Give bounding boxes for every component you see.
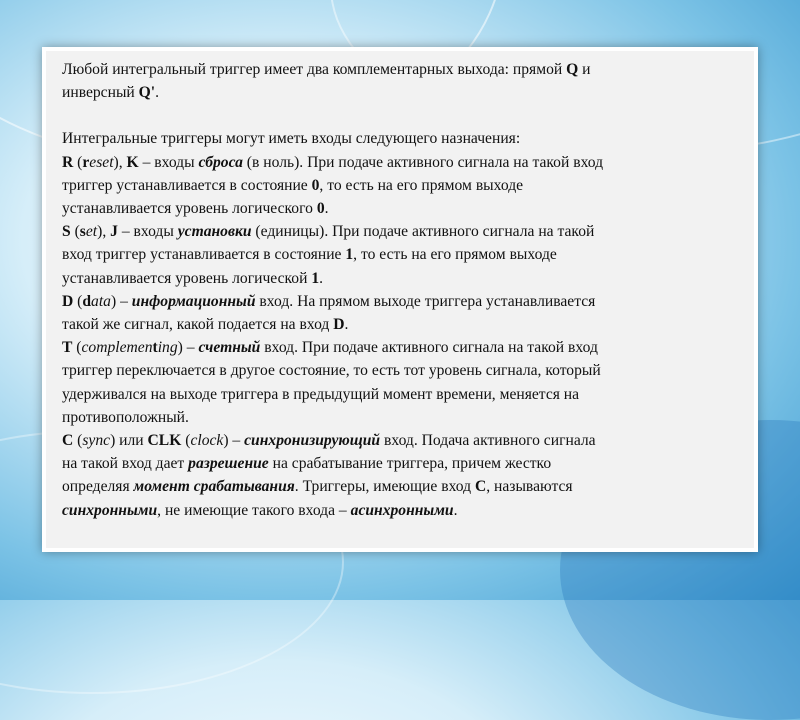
text-run: .: [155, 84, 160, 102]
text-run: ing: [157, 339, 178, 357]
text-run: (: [73, 153, 83, 171]
text-run: .: [319, 269, 324, 287]
text-run: D: [62, 292, 74, 310]
text-run: D: [333, 316, 345, 334]
text-run: .: [324, 200, 329, 218]
text-run: устанавливается уровень логического: [62, 200, 317, 218]
text-run: удерживался на выходе триггера в предыдущий момент времени, меняется на: [62, 385, 580, 403]
text-run: et: [85, 223, 98, 241]
text-run: ock: [201, 432, 224, 450]
text-run: eset: [89, 153, 114, 171]
text-run: ata: [91, 292, 111, 310]
text-run: complemen: [81, 339, 153, 357]
text-run: на такой вход дает: [62, 455, 189, 473]
text-run: Любой интегральный триггер имеет два комплементарных выхода: прямой: [62, 61, 567, 78]
text-run: устанавливается уровень логической: [62, 269, 312, 287]
text-run: s: [79, 223, 86, 241]
text-run: определяя: [62, 478, 134, 496]
text-run: инверсный: [62, 84, 139, 102]
text-run: .: [344, 316, 349, 334]
text-run: (: [181, 432, 191, 450]
text-run: установки: [177, 223, 252, 241]
text-run: С: [474, 478, 487, 496]
text-run: вход. Подача активного сигнала: [380, 432, 596, 450]
text-run: 1: [345, 246, 354, 264]
text-run: асинхронными: [350, 501, 454, 519]
text-run: Q': [138, 84, 156, 102]
text-run: (: [73, 292, 83, 310]
paragraph-gap: [62, 104, 756, 127]
text-run: ) –: [177, 339, 199, 357]
text-run: CLK: [147, 432, 182, 450]
text-run: 0: [311, 176, 320, 194]
text-run: , то есть на его прямом выходе: [353, 246, 557, 264]
text-run: (единицы). При подаче активного сигнала на такой: [251, 223, 595, 241]
text-run: синхронизирующий: [244, 432, 381, 450]
text-run: вход триггер устанавливается в состояние: [62, 246, 346, 264]
text-run: информационный: [131, 292, 256, 310]
text-run: такой же сигнал, какой подается на вход: [62, 316, 334, 334]
text-run: вход. На прямом выходе триггера устанавливается: [255, 292, 596, 310]
text-run: sync: [82, 432, 111, 450]
text-run: t: [152, 339, 158, 357]
text-run: 0: [316, 200, 325, 218]
text-run: на срабатывание триггера, причем жестко: [268, 455, 552, 473]
text-run: Интегральные триггеры могут иметь входы следующего назначения:: [62, 130, 521, 148]
text-run: K: [126, 153, 139, 171]
text-run: синхронными: [62, 501, 158, 519]
text-run: , не имеющие такого входа –: [157, 501, 351, 519]
paragraph-inputs: [62, 127, 756, 521]
slide-text: [62, 58, 756, 522]
text-run: d: [82, 292, 92, 310]
text-run: T: [62, 339, 73, 357]
text-run: ) –: [110, 292, 132, 310]
text-run: R: [62, 153, 74, 171]
text-run: противоположный.: [62, 408, 189, 426]
text-run: .: [453, 501, 458, 519]
text-run: счетный: [198, 339, 261, 357]
text-run: – входы: [117, 223, 178, 241]
text-run: S: [62, 223, 71, 241]
text-run: триггер переключается в другое состояние, то есть тот уровень сигнала, который: [62, 362, 601, 380]
paragraph-outputs: [62, 58, 756, 104]
text-run: – входы: [138, 153, 199, 171]
text-run: ) или: [110, 432, 148, 450]
text-run: вход. При подаче активного сигнала на такой вход: [260, 339, 598, 357]
text-run: , то есть на его прямом выходе: [319, 176, 524, 194]
text-run: r: [82, 153, 90, 171]
text-run: разрешение: [188, 455, 269, 473]
text-run: (: [73, 432, 83, 450]
text-run: C: [62, 432, 74, 450]
text-run: триггер устанавливается в состояние: [62, 176, 312, 194]
text-frame: [42, 47, 758, 552]
text-run: ),: [97, 223, 111, 241]
text-run: ) –: [223, 432, 245, 450]
text-run: Q: [566, 61, 579, 78]
text-run: момент срабатывания: [133, 478, 295, 496]
text-run: . Триггеры, имеющие вход: [294, 478, 475, 496]
text-run: (: [72, 339, 82, 357]
text-run: сброса: [198, 153, 243, 171]
text-run: , называются: [486, 478, 573, 496]
text-run: ),: [113, 153, 127, 171]
text-run: (: [70, 223, 80, 241]
text-run: cl: [190, 432, 202, 450]
text-run: J: [110, 223, 118, 241]
text-run: и: [578, 61, 591, 78]
text-run: 1: [311, 269, 320, 287]
text-run: (в ноль). При подаче активного сигнала на такой вход: [242, 153, 604, 171]
